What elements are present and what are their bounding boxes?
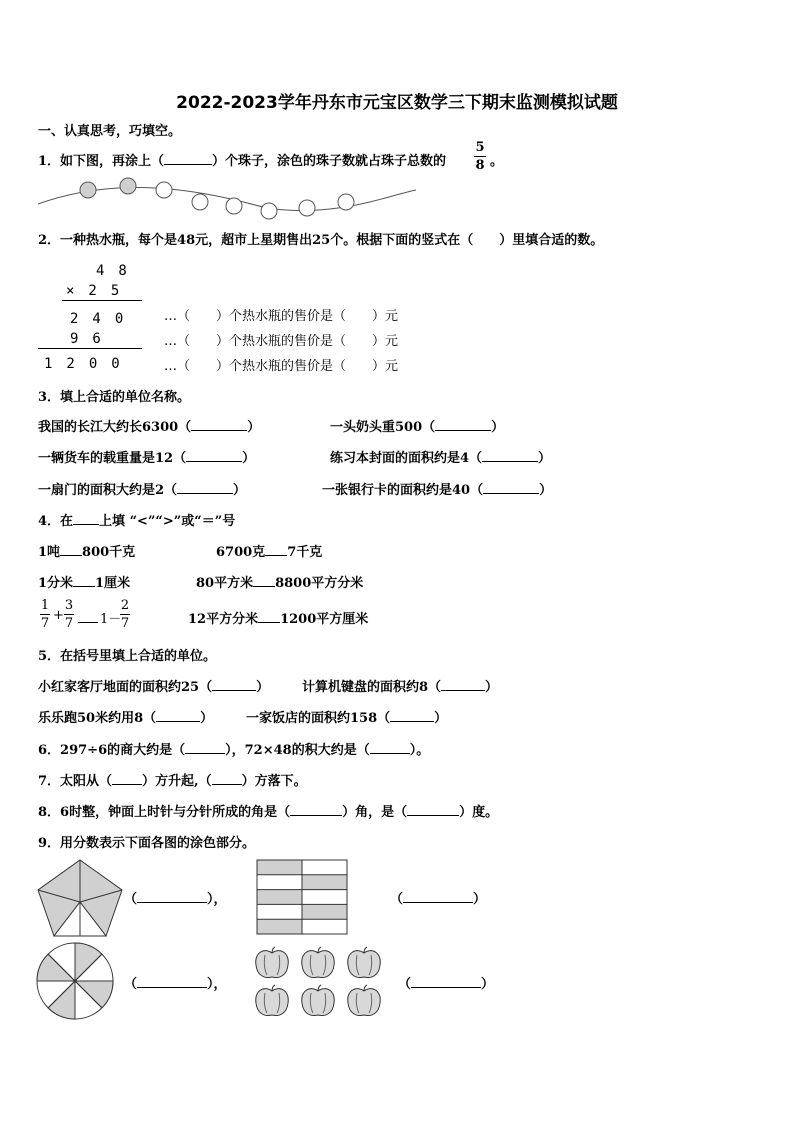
unit-item: 我国的长江大约长6300（ ）	[38, 420, 261, 435]
fraction-3-7: 3 7	[64, 598, 74, 631]
bead-shaded	[80, 182, 96, 198]
unit-item: 一家饭店的面积约158（ ）	[246, 711, 448, 726]
question-6: 6．297÷6的商大约是（ ），72×48的积大约是（ ）。	[38, 743, 430, 758]
compare-item: 12平方分米 1200平方厘米	[188, 612, 369, 627]
compare-item: 80平方米 8800平方分米	[196, 576, 364, 591]
question-7: 7．太阳从（ ）方升起,（ ）方落下。	[38, 774, 307, 789]
question-8: 8．6时整，钟面上时针与分针所成的角是（ ）角，是（ ）度。	[38, 805, 499, 820]
fraction-2-7: 2 7	[120, 598, 130, 631]
question-1: 1．如下图，再涂上（ ）个珠子，涂色的珠子数就占珠子总数的	[38, 154, 447, 169]
answer-item: （ ）	[398, 977, 495, 992]
calc-row: 2 4 0	[70, 311, 124, 327]
bead	[226, 198, 242, 214]
grid-figure	[256, 859, 348, 935]
bead	[261, 203, 277, 219]
compare-item: 6700克 7千克	[216, 545, 323, 560]
answer-item: （ ），	[124, 892, 227, 907]
calc-row: 1 2 0 0	[44, 356, 120, 372]
bead	[192, 194, 208, 210]
compare-item: 1分米 1厘米	[38, 576, 131, 591]
apple-icon	[348, 947, 381, 978]
apple-icon	[302, 985, 335, 1016]
bead-string-figure	[36, 178, 436, 228]
compare-blank[interactable]	[78, 622, 98, 623]
unit-item: 计算机键盘的面积约8（ ）	[302, 680, 499, 695]
answer-blank[interactable]	[164, 164, 212, 165]
question-4: 4．在 上填 “<”“>”或“＝”号	[38, 514, 236, 529]
unit-item: 乐乐跑50米约用8（ ）	[38, 711, 214, 726]
unit-item: 一辆货车的载重量是12（ ）	[38, 451, 256, 466]
circle-figure	[36, 942, 116, 1022]
calc-line	[62, 300, 142, 301]
answer-item: （ ），	[124, 977, 227, 992]
question-2: 2．一种热水瓶，每个是48元，超市上星期售出25个。根据下面的竖式在（ ）里填合适的数。	[38, 233, 604, 248]
question-3: 3．填上合适的单位名称。	[38, 390, 191, 405]
question-5: 5．在括号里填上合适的单位。	[38, 649, 217, 664]
calc-note: …（ ）个热水瓶的售价是（ ）元	[164, 309, 399, 324]
calc-row: 4 8	[96, 263, 127, 279]
bead	[338, 194, 354, 210]
compare-item: 1吨 800千克	[38, 545, 136, 560]
page-title: 2022-2023学年丹东市元宝区数学三下期末监测模拟试题	[176, 93, 618, 113]
calc-note: …（ ）个热水瓶的售价是（ ）元	[164, 334, 399, 349]
unit-item: 练习本封面的面积约是4（ ）	[330, 451, 552, 466]
bead-shaded	[120, 178, 136, 194]
apple-icon	[302, 947, 335, 978]
pentagon-figure	[36, 858, 126, 938]
bead	[299, 200, 315, 216]
calc-line	[38, 348, 142, 349]
fraction-5-8: 5 8	[475, 140, 485, 173]
apple-icon	[256, 985, 289, 1016]
unit-item: 一张银行卡的面积约是40（ ）	[322, 483, 553, 498]
question-9: 9．用分数表示下面各图的涂色部分。	[38, 836, 256, 851]
calc-note: …（ ）个热水瓶的售价是（ ）元	[164, 359, 399, 374]
answer-item: （ ）	[390, 892, 487, 907]
bead	[156, 182, 172, 198]
apple-icon	[256, 947, 289, 978]
apple-icon	[348, 985, 381, 1016]
unit-item: 一头奶头重500（ ）	[330, 420, 505, 435]
fraction-1-7: 1 7	[40, 598, 50, 631]
unit-item: 一扇门的面积大约是2（ ）	[38, 483, 247, 498]
unit-item: 小红家客厅地面的面积约25（ ）	[38, 680, 270, 695]
section-heading: 一、认真思考，巧填空。	[38, 124, 182, 139]
calc-row: 9 6	[70, 331, 101, 347]
calc-row: × 2 5	[66, 283, 120, 299]
apples-figure	[252, 945, 388, 1021]
